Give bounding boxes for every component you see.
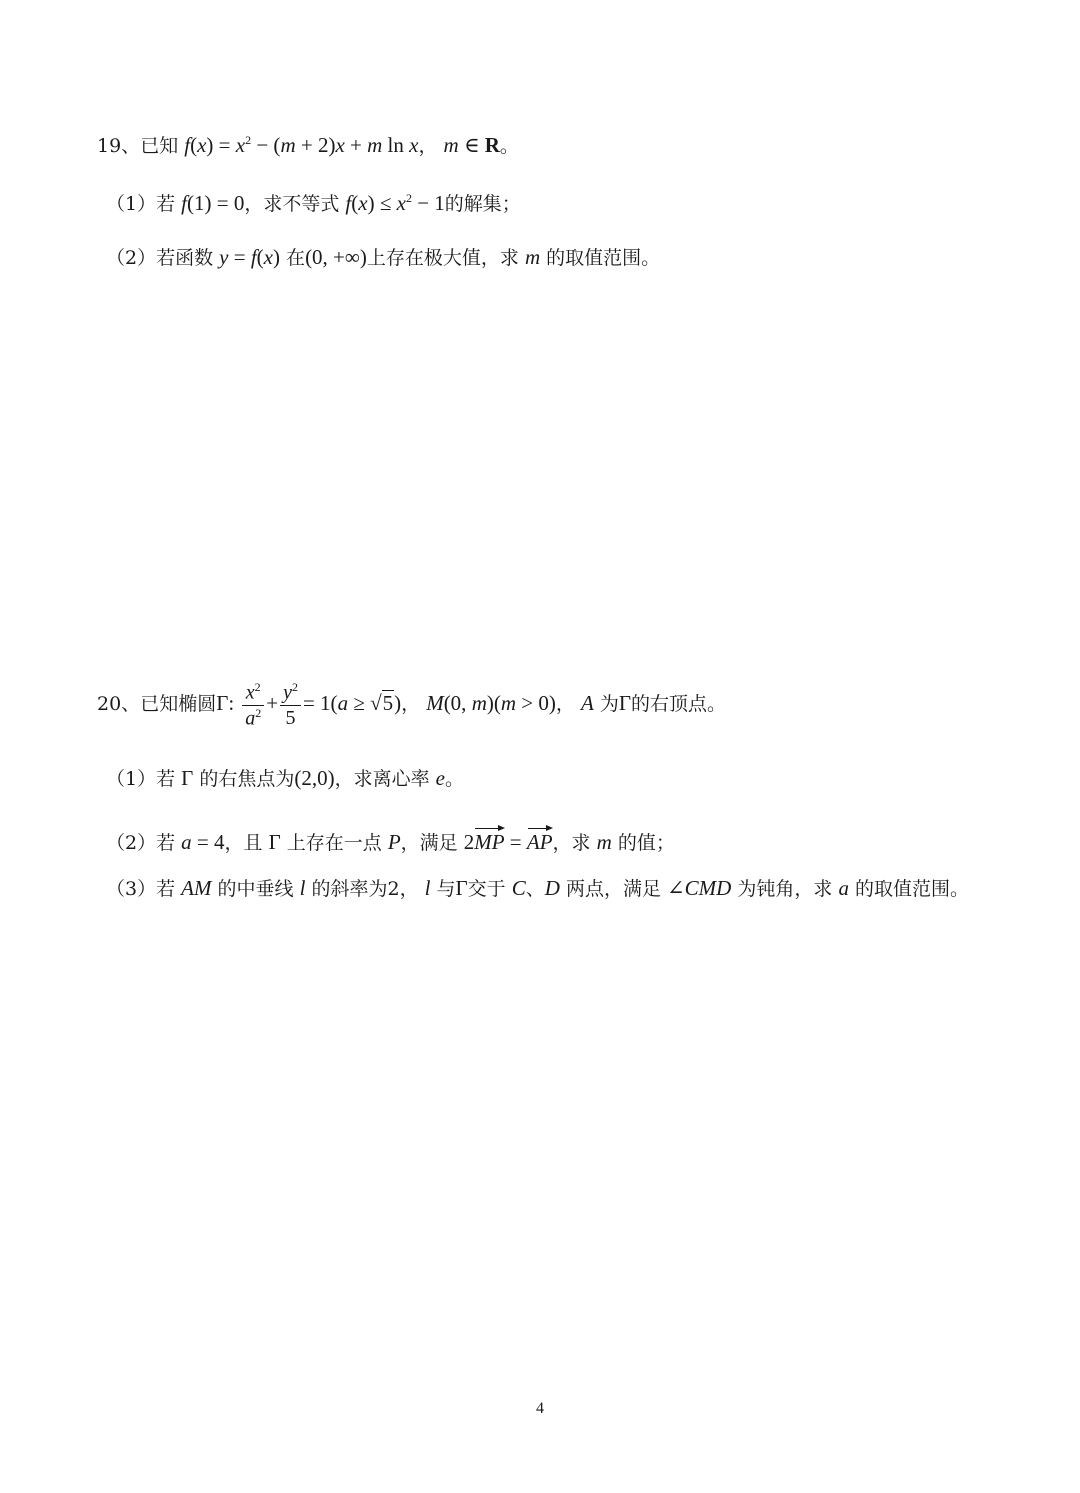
problem-20-statement: 20、已知椭圆Γ: $\frac{x^2}{a^2}$ + $\frac{y^2}{5}$ = 1(a ≥ √5)， M(0, m)(m > 0)， A 为Γ的右顶点。: [97, 680, 726, 730]
problem-number: 20、: [97, 693, 141, 716]
problem-number: 19、: [97, 135, 141, 157]
parameter-domain: m ∈ R: [443, 133, 500, 157]
problem-19-part-1: （1）若 f(1) = 0，求不等式 $f(x) \le x^2 - 1$的解集；: [106, 191, 521, 215]
problem-19-statement: 19、已知 $f(x) = x^2 - (m + 2)x + m$ ln x， m ∈ R。: [97, 133, 519, 157]
vector-equation: 2MP = AP: [464, 830, 553, 854]
fraction-y2-5: $\frac{y^2}{5}$: [280, 681, 301, 729]
function-definition: $f(x) = x^2 - (m + 2)x + m$ ln x: [184, 133, 419, 157]
point-m: M(0, m)(m > 0): [426, 691, 556, 716]
problem-20-part-3: （3）若 AM 的中垂线 l 的斜率为2， l 与Γ交于 C、D 两点，满足 ∠CMD 为钝角，求 a 的取值范围。: [106, 876, 969, 900]
page-number: 4: [536, 1400, 544, 1417]
fraction-x2-a2: $\frac{x^2}{a^2}$: [242, 681, 264, 729]
problem-19-part-2: （2）若函数 y = f(x) 在(0, +∞)上存在极大值，求 m 的取值范围。: [106, 245, 661, 269]
problem-20-part-2: （2）若 a = 4，且 Γ 上存在一点 P，满足 2MP = AP，求 m 的值；: [106, 826, 675, 855]
problem-20-part-1: （1）若 Γ 的右焦点为(2,0)，求离心率 e。: [106, 766, 465, 790]
